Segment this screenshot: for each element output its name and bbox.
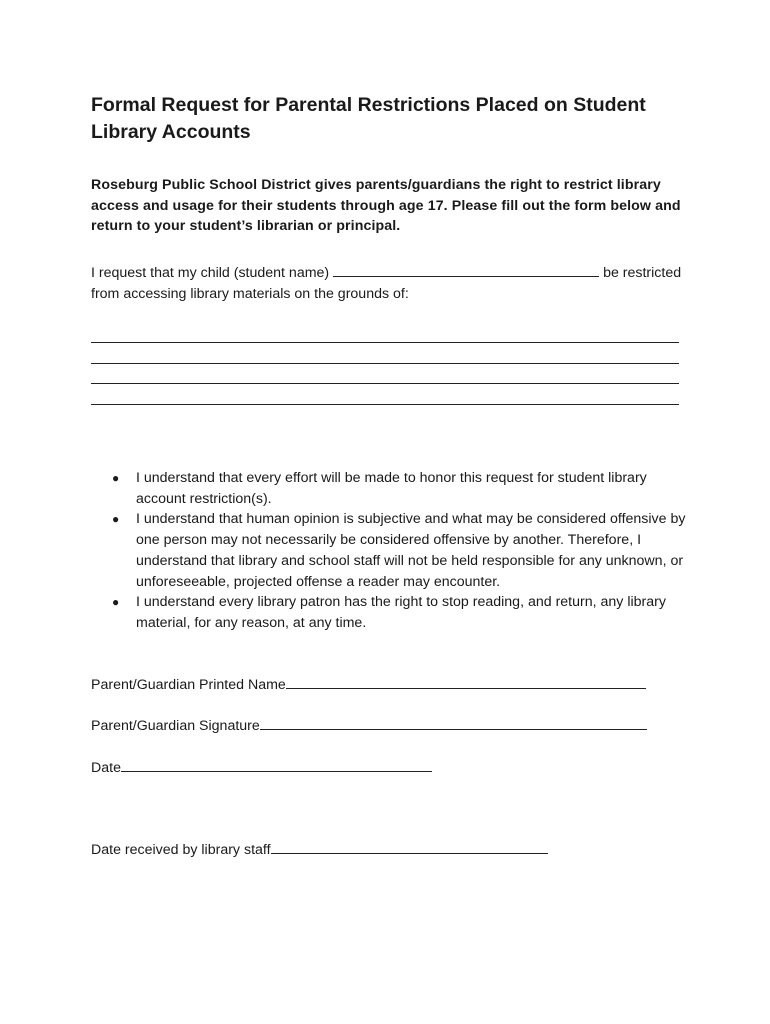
acknowledgement-item bbox=[91, 468, 691, 509]
date-row bbox=[91, 758, 432, 778]
request-prefix: I request that my child (student name) bbox=[91, 265, 330, 281]
signature-field[interactable] bbox=[260, 716, 647, 730]
acknowledgement-item bbox=[91, 509, 691, 592]
page-title: Formal Request for Parental Restrictions Placed on Student Library Accounts bbox=[91, 94, 646, 143]
date-field[interactable] bbox=[121, 758, 432, 772]
date-received-row bbox=[91, 840, 548, 860]
printed-name-row bbox=[91, 675, 646, 695]
grounds-line[interactable] bbox=[91, 342, 679, 343]
printed-name-label: Parent/Guardian Printed Name bbox=[91, 677, 286, 693]
request-suffix: be restricted from accessing library materials on the grounds of: bbox=[91, 265, 682, 302]
date-received-field[interactable] bbox=[271, 840, 548, 854]
date-label: Date bbox=[91, 760, 121, 776]
acknowledgement-text: I understand that every effort will be made to honor this request for student library account restriction(s). bbox=[136, 470, 647, 507]
grounds-line[interactable] bbox=[91, 363, 679, 364]
grounds-line[interactable] bbox=[91, 404, 679, 405]
acknowledgement-text: I understand that human opinion is subjective and what may be considered offensive by one person may not necessarily be considered offensive by another. Therefore, I understand that library and school staff will not be held responsible for any unknown, or unforeseeable, projected offense a reader may encounter. bbox=[136, 511, 686, 590]
acknowledgement-item bbox=[91, 592, 691, 633]
grounds-line[interactable] bbox=[91, 383, 679, 384]
bullet-icon: ● bbox=[112, 471, 120, 485]
acknowledgement-list bbox=[91, 468, 691, 634]
bullet-icon: ● bbox=[112, 512, 120, 527]
request-statement bbox=[91, 263, 691, 305]
date-received-label: Date received by library staff bbox=[91, 842, 271, 858]
student-name-field[interactable] bbox=[333, 263, 599, 277]
signature-row bbox=[91, 716, 647, 736]
acknowledgement-text: I understand every library patron has the right to stop reading, and return, any library material, for any reason, at any time. bbox=[136, 594, 666, 631]
bullet-icon: ● bbox=[112, 595, 120, 610]
intro-paragraph: Roseburg Public School District gives parents/guardians the right to restrict library access and usage for their students through age 17. Please fill out the form below and return to your student’s librarian or principal. bbox=[91, 177, 681, 234]
signature-label: Parent/Guardian Signature bbox=[91, 718, 260, 734]
grounds-lines bbox=[91, 342, 679, 424]
printed-name-field[interactable] bbox=[286, 675, 646, 689]
